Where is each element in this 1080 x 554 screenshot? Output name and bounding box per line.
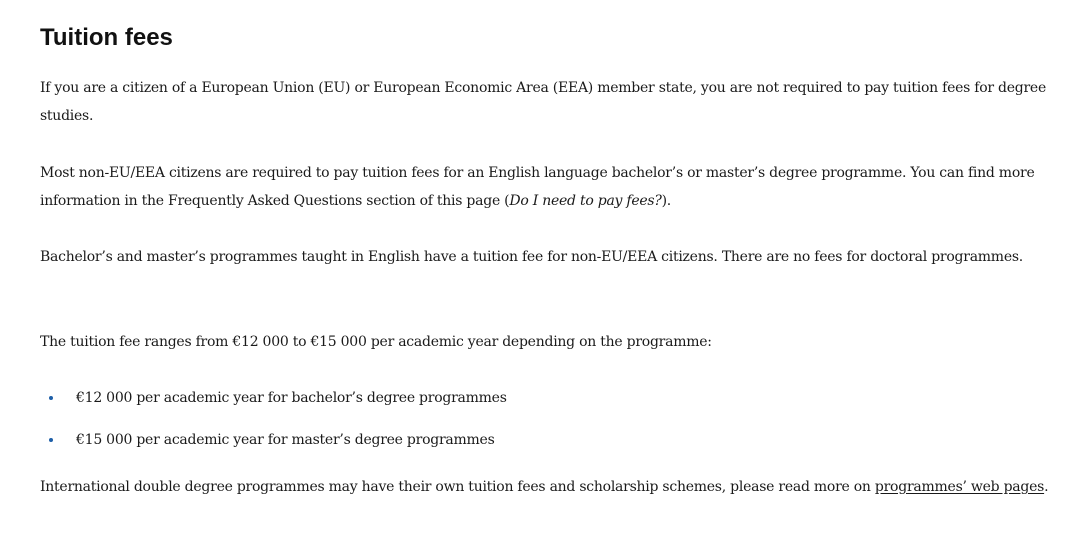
fee-range-paragraph: The tuition fee ranges from €12 000 to €15 000 per academic year depending on the programme: xyxy=(40,334,712,350)
non-eu-paragraph xyxy=(40,159,1050,215)
english-programmes-paragraph: Bachelor’s and master’s programmes taught in English have a tuition fee for non-EU/EEA citizens. There are no fees for doctoral programmes. xyxy=(40,249,1024,265)
double-degree-paragraph xyxy=(40,473,1050,501)
non-eu-paragraph-end: ). xyxy=(661,193,672,209)
bullet-icon xyxy=(49,438,53,442)
faq-question-reference: Do I need to pay fees? xyxy=(509,193,662,209)
fee-list xyxy=(40,384,1050,468)
fee-item-master: €15 000 per academic year for master’s degree programmes xyxy=(76,432,495,448)
double-degree-text: International double degree programmes may have their own tuition fees and scholarship schemes, please read more on xyxy=(40,479,875,495)
double-degree-end: . xyxy=(1044,479,1049,495)
non-eu-paragraph-text: Most non-EU/EEA citizens are required to pay tuition fees for an English language bachelor’s or master’s degree programme. You can find more information in the Frequently Asked Questions section of this page ( xyxy=(40,165,1035,209)
eu-eea-paragraph: If you are a citizen of a European Union (EU) or European Economic Area (EEA) member state, you are not required to pay tuition fees for degree studies. xyxy=(40,80,1046,124)
bullet-icon xyxy=(49,396,53,400)
section-heading: Tuition fees xyxy=(40,24,173,51)
programmes-web-pages-link[interactable]: programmes’ web pages xyxy=(874,479,1045,495)
list-item xyxy=(40,426,1050,454)
fee-item-bachelor: €12 000 per academic year for bachelor’s degree programmes xyxy=(76,390,507,406)
list-item xyxy=(40,384,1050,412)
